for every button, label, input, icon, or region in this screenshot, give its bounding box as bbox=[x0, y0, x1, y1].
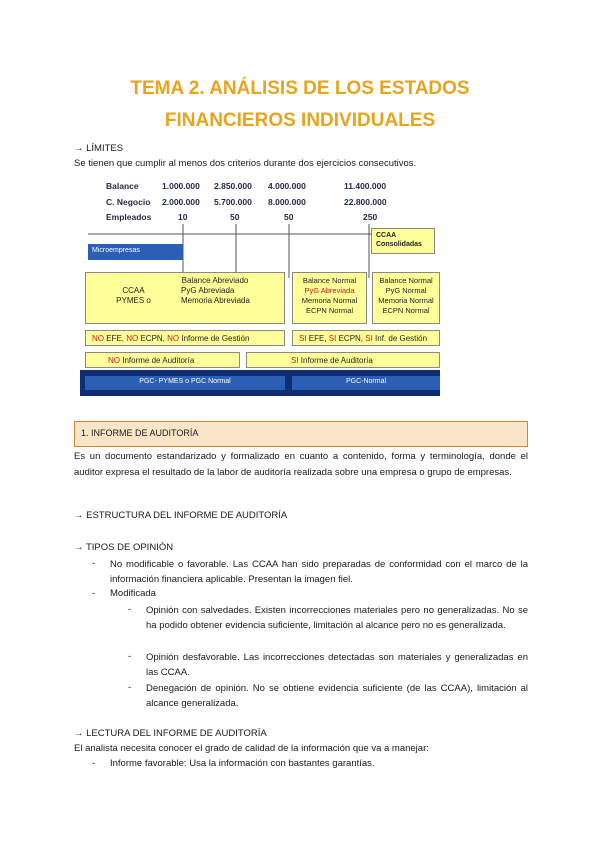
text-part: Informe de Gestión bbox=[179, 334, 250, 343]
text-part: Informe de Auditoría bbox=[298, 356, 373, 365]
pymes-ccaa: CCAA bbox=[122, 286, 145, 295]
right-line: Balance Normal bbox=[379, 276, 433, 285]
pymes-pyg: PyG Abreviada bbox=[181, 286, 235, 295]
normal-box bbox=[372, 272, 440, 324]
no-word: NO bbox=[92, 334, 104, 343]
text-part: Inf. de Gestión bbox=[372, 334, 428, 343]
bullet-dash: - bbox=[92, 758, 96, 769]
bullet-dash: - bbox=[128, 604, 132, 615]
limites-text: Se tienen que cumplir al menos dos criterios durante dos ejercicios consecutivos. bbox=[74, 158, 417, 169]
limites-heading: → LÍMITES bbox=[74, 143, 124, 154]
si-word: SI bbox=[299, 334, 307, 343]
microempresas-label: Microempresas bbox=[92, 247, 140, 254]
lectura-text: El analista necesita conocer el grado de calidad de la información que va a manejar: bbox=[74, 743, 429, 754]
section-informe-heading bbox=[74, 421, 528, 447]
bullet-dash: - bbox=[92, 558, 96, 569]
tipos-sub-salvedades: Opinión con salvedades. Existen incorrecciones materiales pero no generalizadas. No se ha podido obtener evidencia suficiente, limitación al alcance pero no es generalizada. bbox=[146, 605, 528, 631]
row-value: 1.000.000 bbox=[162, 181, 200, 191]
row-value: 4.000.000 bbox=[268, 181, 306, 191]
mid-line: PyG Abreviada bbox=[304, 286, 355, 295]
right-line: Memoria Normal bbox=[378, 296, 434, 305]
si-word: SI bbox=[291, 356, 299, 365]
tipos-heading: → TIPOS DE OPINIÓN bbox=[74, 542, 174, 553]
ccaa-consolidadas-line-2: Consolidadas bbox=[376, 241, 422, 248]
row-label-empleados: Empleados bbox=[106, 212, 152, 222]
section-informe-title: 1. INFORME DE AUDITORÍA bbox=[81, 428, 199, 438]
text-part: EFE, bbox=[306, 334, 329, 343]
limits-figure bbox=[80, 170, 440, 396]
row-value: 50 bbox=[230, 212, 240, 222]
mid-line: ECPN Normal bbox=[305, 306, 354, 315]
page-title-line-2: FINANCIEROS INDIVIDUALES bbox=[164, 110, 436, 131]
no-word: NO bbox=[167, 334, 180, 343]
row-label-balance: Balance bbox=[106, 181, 139, 191]
pymes-line-1: Balance Abreviado bbox=[181, 276, 249, 285]
estructura-heading: → ESTRUCTURA DEL INFORME DE AUDITORÍA bbox=[74, 510, 288, 521]
row-value: 11.400.000 bbox=[344, 181, 387, 191]
ccaa-consolidadas-box bbox=[371, 228, 435, 254]
pymes-label: PYMES o bbox=[116, 296, 151, 305]
row-value: 22.800.000 bbox=[344, 197, 387, 207]
bullet-dash: - bbox=[92, 588, 96, 599]
si-word: SI bbox=[365, 334, 373, 343]
no-efe-box bbox=[85, 330, 285, 346]
text-part: ECPN, bbox=[138, 334, 168, 343]
lectura-heading: → LECTURA DEL INFORME DE AUDITORÍA bbox=[74, 728, 267, 739]
si-informe-box bbox=[246, 352, 440, 368]
row-value: 250 bbox=[363, 212, 378, 222]
pgc-left-label: PGC- PYMES o PGC Normal bbox=[139, 378, 231, 385]
row-value: 5.700.000 bbox=[214, 197, 252, 207]
bullet-dash: - bbox=[128, 682, 132, 693]
pgc-right-label: PGC-Normal bbox=[345, 378, 387, 385]
microempresas-bar bbox=[88, 244, 183, 260]
lectura-item-favorable: Informe favorable: Usa la información con bastantes garantías. bbox=[110, 758, 375, 769]
ccaa-consolidadas-line-1: CCAA bbox=[376, 232, 397, 239]
tipos-sub-desfavorable: Opinión desfavorable. Las incorrecciones detectadas son materiales y generalizadas en las CCAA. bbox=[146, 652, 528, 678]
no-word: NO bbox=[108, 356, 120, 365]
no-word: NO bbox=[126, 334, 139, 343]
row-value: 2.850.000 bbox=[214, 181, 252, 191]
tipos-item-favorable: No modificable o favorable. Las CCAA han sido preparadas de conformidad con el marco de la información financiera aplicable. Presentan la imagen fiel. bbox=[110, 559, 528, 585]
row-label-negocio: C. Negocio bbox=[106, 197, 151, 207]
text-part: EFE, bbox=[104, 334, 127, 343]
row-value: 2.000.000 bbox=[162, 197, 200, 207]
row-value: 10 bbox=[178, 212, 188, 222]
normal-abreviada-box bbox=[292, 272, 367, 324]
right-line: ECPN Normal bbox=[382, 306, 430, 315]
si-efe-box bbox=[292, 330, 440, 346]
mid-line: Memoria Normal bbox=[301, 296, 358, 305]
section-informe-paragraph: Es un documento estandarizado y formalizado en cuanto a contenido, forma y terminología, donde el auditor expresa el resultado de la labor de auditoría realizada sobre una empresa o grupo de empresas. bbox=[74, 451, 528, 478]
right-line: PyG Normal bbox=[385, 286, 427, 295]
no-informe-box bbox=[85, 352, 240, 368]
tipos-item-modificada: Modificada bbox=[110, 588, 156, 599]
pgc-left-bar bbox=[85, 376, 285, 390]
si-word: SI bbox=[328, 334, 337, 343]
text-part: Informe de Auditoría bbox=[120, 356, 195, 365]
mid-line: Balance Normal bbox=[302, 276, 357, 285]
bullet-dash: - bbox=[128, 651, 132, 662]
tipos-sub-denegacion: Denegación de opinión. No se obtiene evidencia suficiente (de las CCAA), limitación al alcance generalizada. bbox=[146, 683, 528, 709]
row-value: 50 bbox=[284, 212, 294, 222]
pymes-memoria: Memoria Abreviada bbox=[181, 296, 250, 305]
page-title-line-1: TEMA 2. ANÁLISIS DE LOS ESTADOS bbox=[130, 78, 470, 99]
pgc-right-bar bbox=[292, 376, 440, 390]
row-value: 8.000.000 bbox=[268, 197, 306, 207]
pymes-box bbox=[85, 272, 285, 324]
text-part: ECPN, bbox=[336, 334, 366, 343]
